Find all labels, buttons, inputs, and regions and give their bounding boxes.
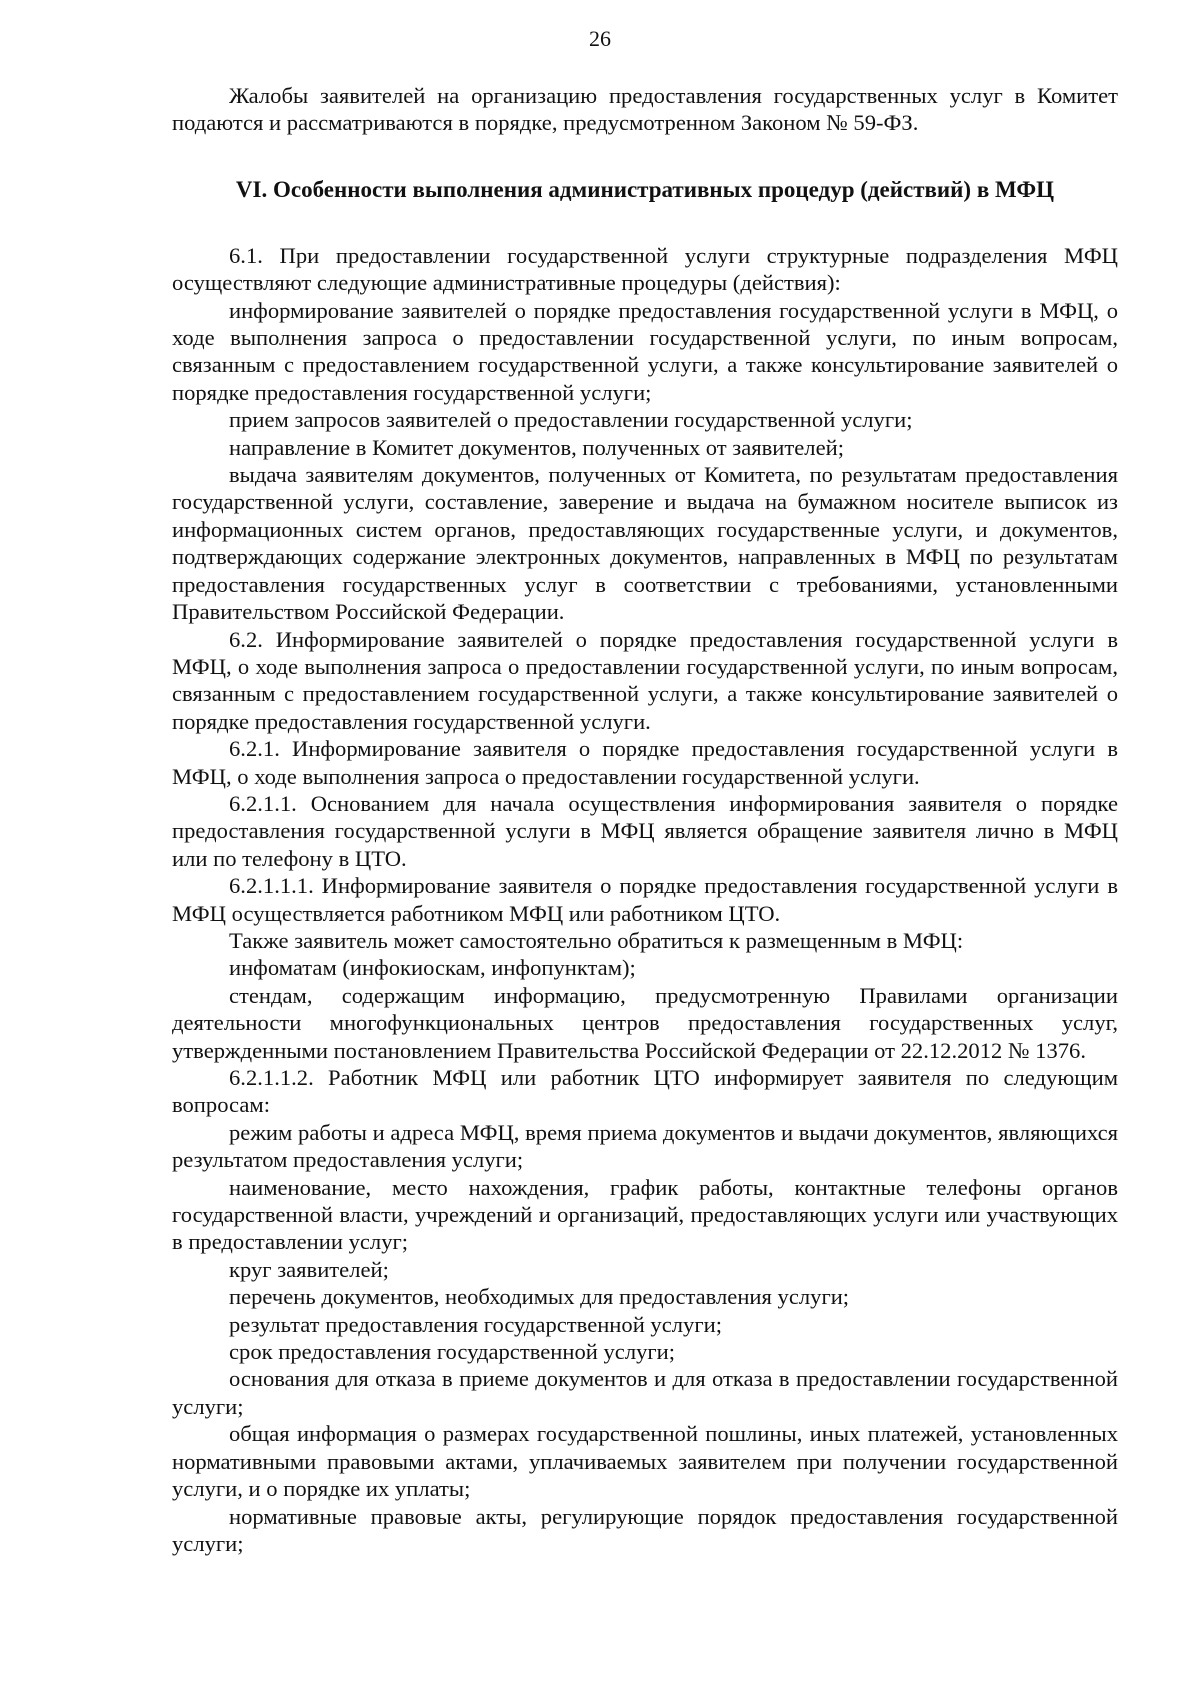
- document-body: [172, 82, 1118, 1557]
- list-item-legal-acts: нормативные правовые акты, регулирующие порядок предоставления государственной услуги;: [172, 1503, 1118, 1556]
- complaints-paragraph: Жалобы заявителей на организацию предоставления государственных услуг в Комитет подаются и рассматриваются в порядке, предусмотренном Законом № 59-ФЗ.: [172, 83, 1118, 136]
- list-item-request-intake: прием запросов заявителей о предоставлении государственной услуги;: [229, 407, 913, 433]
- paragraph-self-service: Также заявитель может самостоятельно обратиться к размещенным в МФЦ:: [229, 927, 964, 953]
- paragraph-6-2: 6.2. Информирование заявителей о порядке предоставления государственной услуги в МФЦ, о ходе выполнения запроса о предоставлении государственной услуги, по иным вопросам, связанным с предоставлением государственной услуги, а также консультирование заявителей о порядке предоставления государственной услуги.: [172, 626, 1118, 734]
- list-item-refusal-grounds: основания для отказа в приеме документов и для отказа в предоставлении государственной услуги;: [172, 1366, 1118, 1419]
- list-item-informing: информирование заявителей о порядке предоставления государственной услуги в МФЦ, о ходе выполнения запроса о предоставлении государственной услуги, по иным вопросам, связанным с предоставлением государственной услуги, а также консультирование заявителей о порядке предоставления государственной услуги;: [172, 297, 1118, 405]
- list-item-documents-list: перечень документов, необходимых для предоставления услуги;: [229, 1284, 850, 1310]
- list-item-forwarding: направление в Комитет документов, полученных от заявителей;: [229, 434, 844, 460]
- paragraph-6-1: 6.1. При предоставлении государственной услуги структурные подразделения МФЦ осуществляют следующие административные процедуры (действия):: [172, 242, 1118, 296]
- paragraph-6-2-1-1: 6.2.1.1. Основанием для начала осуществления информирования заявителя о порядке предоставления государственной услуги в МФЦ является обращение заявителя лично в МФЦ или по телефону в ЦТО.: [172, 790, 1118, 871]
- list-item-fees: общая информация о размерах государственной пошлины, иных платежей, установленных нормативными правовыми актами, уплачиваемых заявителем при получении государственной услуги, и о порядке их уплаты;: [172, 1421, 1118, 1502]
- list-item-issuance: выдача заявителям документов, полученных от Комитета, по результатам предоставления государственной услуги, составление, заверение и выдача на бумажном носителе выписок из информационных систем органов, предоставляющих государственные услуги, и документов, подтверждающих содержание электронных документов, направленных в МФЦ по результатам предоставления государственных услуг в соответствии с требованиями, установленными Правительством Российской Федерации.: [172, 462, 1118, 625]
- paragraph-6-2-1: 6.2.1. Информирование заявителя о порядке предоставления государственной услуги в МФЦ, о ходе выполнения запроса о предоставлении государственной услуги.: [172, 736, 1118, 789]
- list-item-service-term: срок предоставления государственной услуги;: [229, 1339, 676, 1365]
- list-item-applicants: круг заявителей;: [229, 1256, 389, 1282]
- list-item-authorities-contacts: наименование, место нахождения, график работы, контактные телефоны органов государственной власти, учреждений и организаций, предоставляющих услуги или участвующих в предоставлении услуг;: [172, 1174, 1118, 1255]
- section-heading: VI. Особенности выполнения административных процедур (действий) в МФЦ: [235, 176, 1055, 202]
- paragraph-6-2-1-1-1: 6.2.1.1.1. Информирование заявителя о порядке предоставления государственной услуги в МФЦ осуществляется работником МФЦ или работником ЦТО.: [172, 873, 1118, 926]
- paragraph-6-2-1-1-2: 6.2.1.1.2. Работник МФЦ или работник ЦТО информирует заявителя по следующим вопросам:: [172, 1065, 1118, 1118]
- list-item-service-result: результат предоставления государственной услуги;: [229, 1311, 722, 1337]
- list-item-stands: стендам, содержащим информацию, предусмотренную Правилами организации деятельности многофункциональных центров предоставления государственных услуг, утвержденными постановлением Правительства Российской Федерации от 22.12.2012 № 1376.: [172, 982, 1118, 1063]
- list-item-infomats: инфоматам (инфокиоскам, инфопунктам);: [229, 955, 636, 981]
- list-item-work-schedule: режим работы и адреса МФЦ, время приема документов и выдачи документов, являющихся результатом предоставления услуги;: [172, 1119, 1118, 1173]
- page-number: 26: [589, 26, 611, 51]
